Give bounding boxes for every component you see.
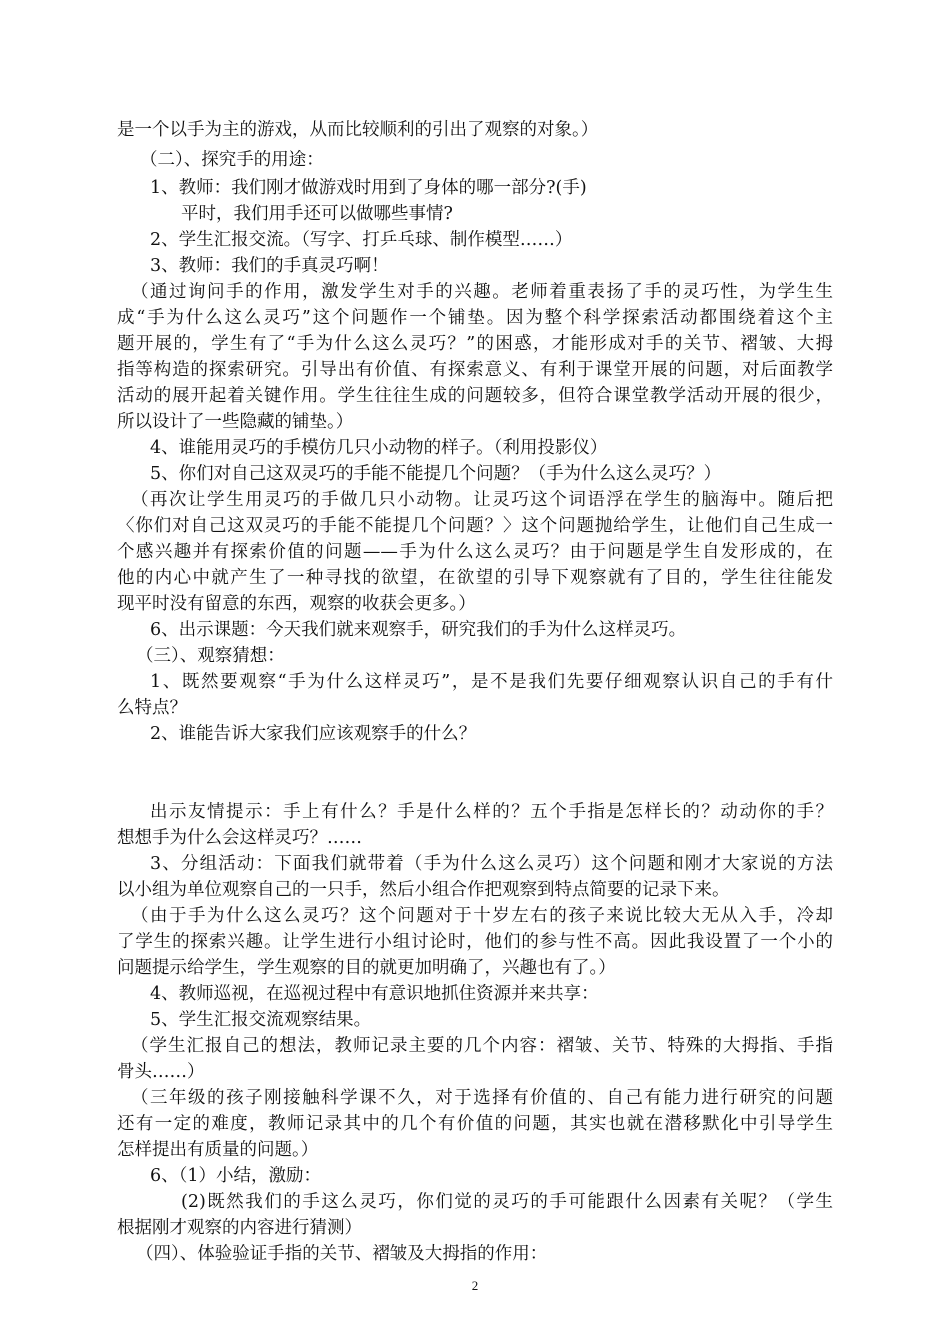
text-line: （由于手为什么这么灵巧？这个问题对于十岁左右的孩子来说比较大无从入手，冷却 xyxy=(131,906,833,926)
text-line: 题开展的，学生有了“手为什么这么灵巧？”的困惑，才能形成对手的关节、褶皱、大拇 xyxy=(117,334,833,354)
text-line: 2、学生汇报交流。（写字、打乒乓球、制作模型……） xyxy=(150,230,573,250)
text-line: 想想手为什么会这样灵巧？…… xyxy=(117,828,362,848)
text-line: 骨头……） xyxy=(117,1062,205,1082)
text-line: 成“手为什么这么灵巧”这个问题作一个铺垫。因为整个科学探索活动都围绕着这个主 xyxy=(117,308,833,328)
text-line: 6、出示课题：今天我们就来观察手，研究我们的手为什么这样灵巧。 xyxy=(150,620,687,640)
section-heading: （三）、观察猜想： xyxy=(136,646,285,666)
text-line: 〈你们对自己这双灵巧的手能不能提几个问题？〉这个问题抛给学生，让他们自己生成一 xyxy=(117,516,833,536)
text-line: 问题提示给学生，学生观察的目的就更加明确了，兴趣也有了。） xyxy=(117,958,616,978)
text-line: 么特点？ xyxy=(117,698,187,718)
text-line: 活动的展开起着关键作用。学生往往生成的问题较多，但符合课堂教学活动开展的很少， xyxy=(117,386,833,406)
text-line: （学生汇报自己的想法，教师记录主要的几个内容：褶皱、关节、特殊的大拇指、手指 xyxy=(131,1036,833,1056)
text-line: 出示友情提示：手上有什么？手是什么样的？五个手指是怎样长的？动动你的手？ xyxy=(150,802,833,822)
text-line: 5、学生汇报交流观察结果。 xyxy=(150,1010,372,1030)
text-line: 5、你们对自己这双灵巧的手能不能提几个问题？（手为什么这么灵巧？） xyxy=(150,464,722,484)
text-line: 1、既然要观察“手为什么这样灵巧”，是不是我们先要仔细观察认识自己的手有什 xyxy=(150,672,833,692)
text-line: 3、教师：我们的手真灵巧啊！ xyxy=(150,256,389,276)
text-line: 1、教师：我们刚才做游戏时用到了身体的哪一部分?(手) xyxy=(150,178,587,198)
text-line: 怎样提出有质量的问题。） xyxy=(117,1140,319,1160)
text-line: 现平时没有留意的东西，观察的收获会更多。） xyxy=(117,594,476,614)
text-line: （再次让学生用灵巧的手做几只小动物。让灵巧这个词语浮在学生的脑海中。随后把 xyxy=(131,490,833,510)
text-line: 个感兴趣并有探索价值的问题——手为什么这么灵巧？由于问题是学生自发形成的，在 xyxy=(117,542,833,562)
section-heading: （四）、体验验证手指的关节、褶皱及大拇指的作用： xyxy=(136,1244,548,1264)
text-line: 他的内心中就产生了一种寻找的欲望，在欲望的引导下观察就有了目的，学生往往能发 xyxy=(117,568,833,588)
section-heading: （二）、探究手的用途： xyxy=(140,150,324,170)
text-line: 是一个以手为主的游戏，从而比较顺利的引出了观察的对象。） xyxy=(117,120,599,140)
text-line: 还有一定的难度，教师记录其中的几个有价值的问题，其实也就在潜移默化中引导学生 xyxy=(117,1114,833,1134)
text-line: 4、谁能用灵巧的手模仿几只小动物的样子。（利用投影仪） xyxy=(150,438,608,458)
text-line: 了学生的探索兴趣。让学生进行小组讨论时，他们的参与性不高。因此我设置了一个小的 xyxy=(117,932,833,952)
text-line: 以小组为单位观察自己的一只手，然后小组合作把观察到特点简要的记录下来。 xyxy=(117,880,730,900)
text-line: (2)既然我们的手这么灵巧，你们觉的灵巧的手可能跟什么因素有关呢？（学生 xyxy=(181,1192,833,1212)
text-line: 指等构造的探索研究。引导出有价值、有探索意义、有利于课堂开展的问题，对后面教学 xyxy=(117,360,833,380)
text-line: 4、教师巡视，在巡视过程中有意识地抓住资源并来共享： xyxy=(150,984,599,1004)
text-line: 根据刚才观察的内容进行猜测） xyxy=(117,1218,362,1238)
text-line: 平时，我们用手还可以做哪些事情? xyxy=(181,204,453,224)
text-line: 2、谁能告诉大家我们应该观察手的什么？ xyxy=(150,724,477,744)
text-line: （通过询问手的作用，激发学生对手的兴趣。老师着重表扬了手的灵巧性，为学生生 xyxy=(131,282,833,302)
text-line: 6、（1）小结，激励： xyxy=(150,1166,322,1186)
text-line: 所以设计了一些隐藏的铺垫。） xyxy=(117,412,354,432)
page-number: 2 xyxy=(471,1278,479,1293)
text-line: 3、分组活动：下面我们就带着（手为什么这么灵巧）这个问题和刚才大家说的方法 xyxy=(150,854,833,874)
text-line: （三年级的孩子刚接触科学课不久，对于选择有价值的、自己有能力进行研究的问题 xyxy=(131,1088,833,1108)
